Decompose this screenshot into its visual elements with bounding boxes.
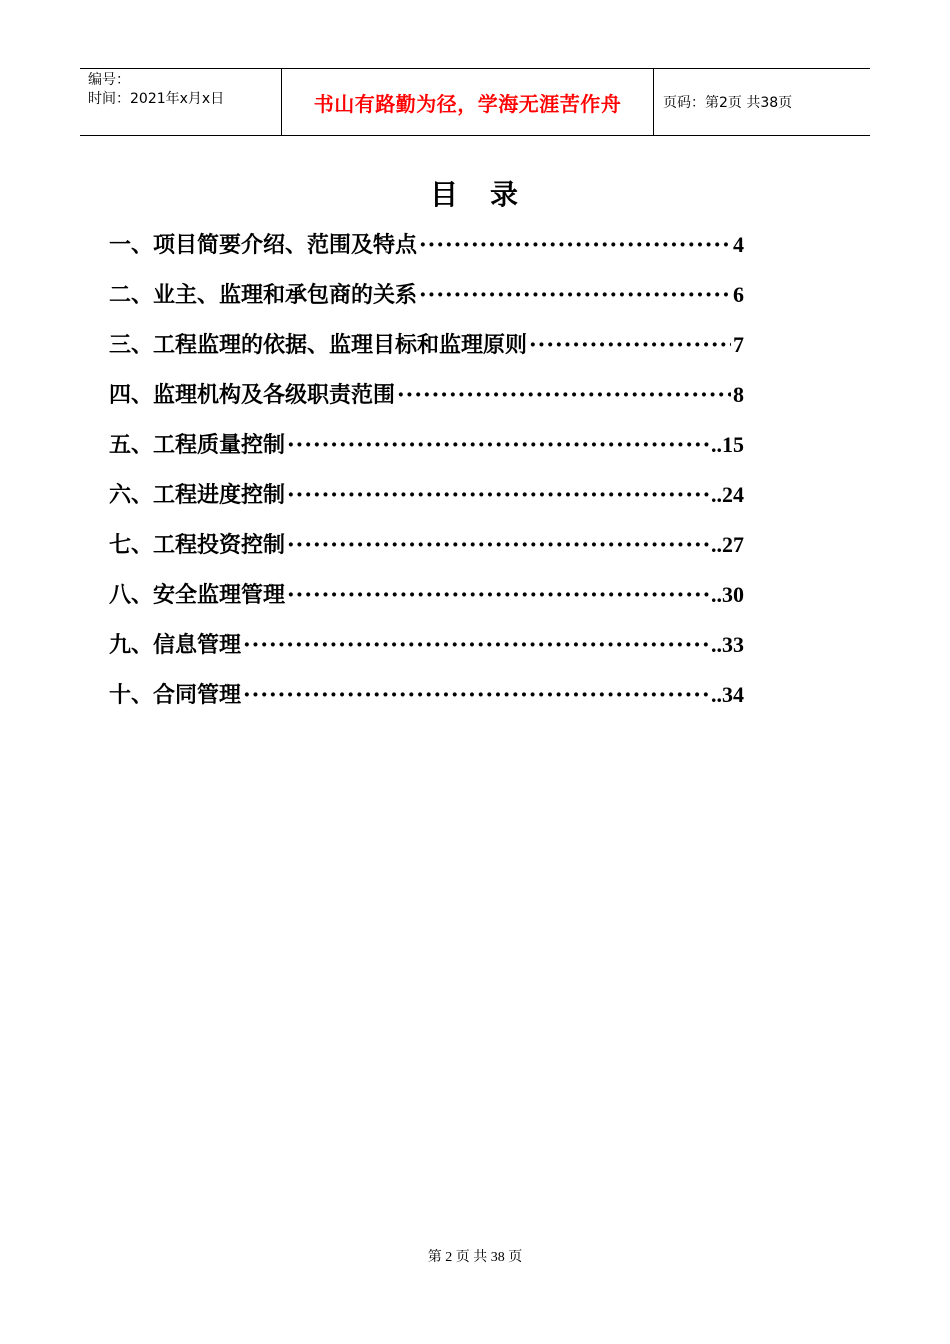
toc-entry-page: 8 bbox=[733, 382, 744, 407]
toc-entry-label: 八、安全监理管理 bbox=[109, 583, 286, 608]
toc-entry-label: 七、工程投资控制 bbox=[109, 533, 286, 558]
toc-entry[interactable] bbox=[109, 524, 744, 574]
toc-entry-page: ..30 bbox=[711, 582, 744, 607]
document-number-label: 编号： bbox=[88, 72, 130, 88]
toc-entry-page: 4 bbox=[733, 232, 744, 257]
toc-entry-page: ..24 bbox=[711, 482, 744, 507]
toc-entry-label: 四、监理机构及各级职责范围 bbox=[109, 383, 396, 408]
toc-entry[interactable] bbox=[109, 624, 744, 674]
toc-entry[interactable] bbox=[109, 224, 744, 274]
toc-entry[interactable] bbox=[109, 474, 744, 524]
toc-leader-dots bbox=[397, 374, 731, 416]
toc-title-part1: 目 bbox=[429, 178, 460, 211]
toc-entry-page: 6 bbox=[733, 282, 744, 307]
toc-list bbox=[109, 224, 744, 724]
toc-leader-dots bbox=[287, 474, 709, 516]
toc-entry[interactable] bbox=[109, 574, 744, 624]
toc-leader-dots bbox=[529, 324, 731, 366]
toc-entry-page: 7 bbox=[733, 332, 744, 357]
toc-leader-dots bbox=[287, 424, 709, 466]
header-page-info: 页码：第2页 共38页 bbox=[663, 95, 793, 111]
toc-leader-dots bbox=[287, 524, 709, 566]
toc-entry-page: ..27 bbox=[711, 532, 744, 557]
page-footer: 第 2 页 共 38 页 bbox=[427, 1250, 523, 1265]
document-date: 时间：2021年x月x日 bbox=[88, 91, 225, 107]
toc-entry[interactable] bbox=[109, 674, 744, 724]
toc-entry-label: 二、业主、监理和承包商的关系 bbox=[109, 283, 418, 308]
page-header bbox=[80, 68, 870, 136]
toc-entry-label: 六、工程进度控制 bbox=[109, 483, 286, 508]
toc-entry-label: 九、信息管理 bbox=[109, 633, 242, 658]
toc-entry[interactable] bbox=[109, 274, 744, 324]
toc-leader-dots bbox=[419, 224, 731, 266]
toc-entry-label: 一、项目简要介绍、范围及特点 bbox=[109, 233, 418, 258]
toc-entry-label: 五、工程质量控制 bbox=[109, 433, 286, 458]
header-motto: 书山有路勤为径，学海无涯苦作舟 bbox=[281, 69, 654, 135]
toc-entry[interactable] bbox=[109, 324, 744, 374]
toc-entry-page: ..33 bbox=[711, 632, 744, 657]
toc-entry-label: 三、工程监理的依据、监理目标和监理原则 bbox=[109, 333, 528, 358]
toc-leader-dots bbox=[243, 674, 709, 716]
toc-leader-dots bbox=[287, 574, 709, 616]
toc-entry-page: ..34 bbox=[711, 682, 744, 707]
toc-title bbox=[0, 173, 950, 213]
header-meta bbox=[80, 69, 281, 135]
toc-leader-dots bbox=[419, 274, 731, 316]
toc-entry-label: 十、合同管理 bbox=[109, 683, 242, 708]
toc-leader-dots bbox=[243, 624, 709, 666]
toc-entry[interactable] bbox=[109, 374, 744, 424]
toc-entry[interactable] bbox=[109, 424, 744, 474]
toc-entry-page: ..15 bbox=[711, 432, 744, 457]
toc-title-part2: 录 bbox=[490, 178, 521, 211]
